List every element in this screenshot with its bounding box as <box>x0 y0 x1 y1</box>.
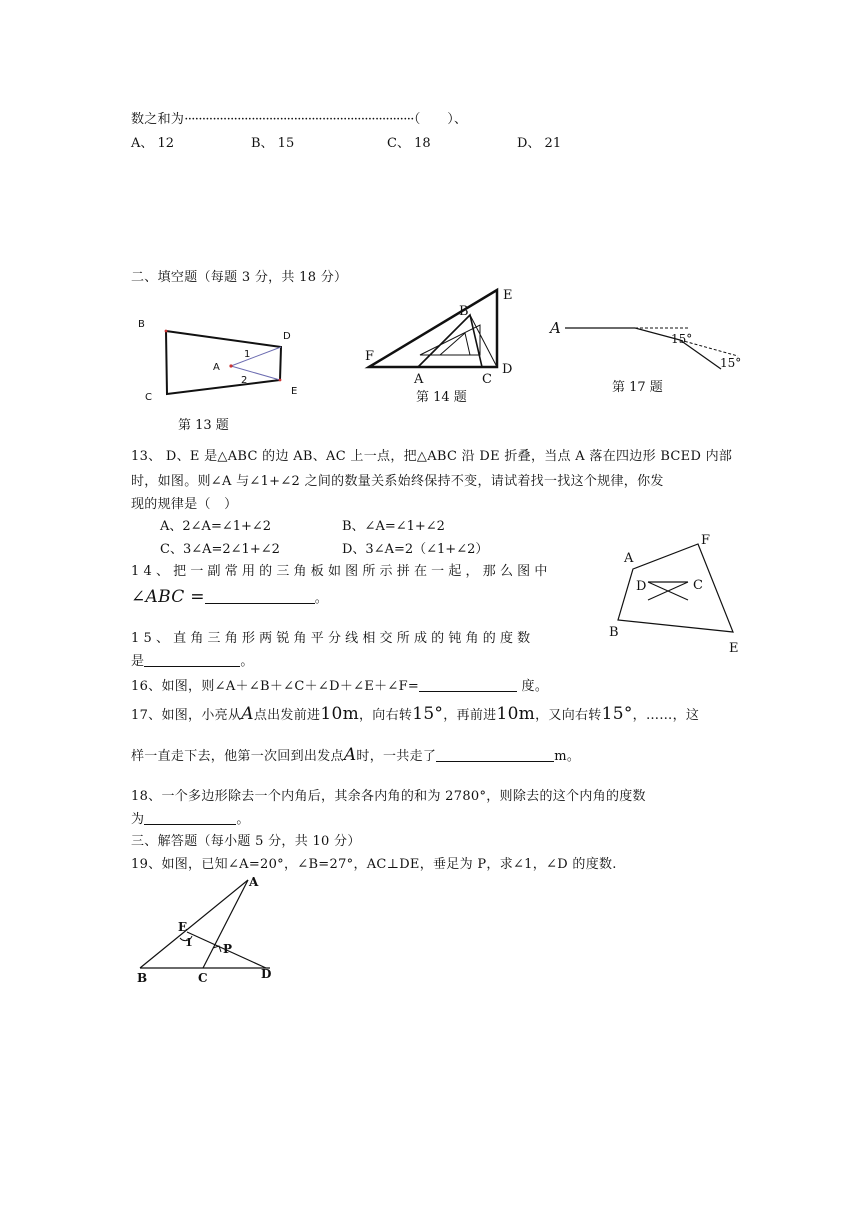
q14-line2: ∠ABC = 。 <box>131 587 329 607</box>
fig19-label-p: P <box>223 942 233 956</box>
q13-option-b: B、∠A=∠1+∠2 <box>342 519 445 534</box>
q17-answer-blank[interactable] <box>436 748 554 762</box>
q13-option-d: D、3∠A=2（∠1+∠2） <box>342 542 489 557</box>
q17-line2: 样一直走下去，他第一次回到出发点A时，一共走了 m。 <box>131 745 581 765</box>
q12-option-c: C、 18 <box>387 136 431 151</box>
q16-line: 16、如图，则∠A＋∠B＋∠C＋∠D＋∠E＋∠F= 度。 <box>131 679 549 694</box>
q12-option-b: B、 15 <box>251 136 295 151</box>
q19-text: 19、如图，已知∠A=20°，∠B=27°，AC⊥DE，垂足为 P，求∠1，∠D 的度数. <box>131 857 617 872</box>
fig13-label-2: 2 <box>241 375 248 386</box>
q15-line1: 15、直角三角形两锐角平分线相交所成的钝角的度数 <box>131 631 535 646</box>
fig16-label-a: A <box>624 551 634 566</box>
q18-answer-blank[interactable] <box>144 811 236 825</box>
fig14-label-d: D <box>502 362 513 377</box>
figure-19 <box>130 870 290 988</box>
section3-title: 三、解答题（每小题 5 分，共 10 分） <box>131 834 361 849</box>
q12-stem: 数之和为·································································（ ）、 <box>131 112 468 127</box>
q13-line2: 时，如图。则∠A 与∠1+∠2 之间的数量关系始终保持不变，请试着找一找这个规律，你发 <box>131 474 664 489</box>
fig13-label-d: D <box>283 331 291 342</box>
q13-line3: 现的规律是（ ） <box>131 497 238 512</box>
q18-line1: 18、一个多边形除去一个内角后，其余各内角的和为 2780°，则除去的这个内角的度数 <box>131 789 646 804</box>
fig14-label-c: C <box>482 372 492 387</box>
figure-13-caption: 第 13 题 <box>178 418 229 433</box>
fig17-label-a: A <box>550 319 561 337</box>
q14-answer-blank[interactable] <box>205 590 315 604</box>
fig14-label-b: B <box>459 304 469 319</box>
fig13-label-e: E <box>291 386 298 397</box>
q14-line1: 14、把一副常用的三角板如图所示拼在一起，那么图中 <box>131 564 552 579</box>
section2-title: 二、填空题（每题 3 分，共 18 分） <box>131 270 348 285</box>
q17-line1: 17、如图，小亮从A点出发前进10m，向右转15°，再前进10m，又向右转15°，……，这 <box>131 704 700 724</box>
fig17-angle-1: 15° <box>671 332 693 346</box>
q18-line2: 为 。 <box>131 812 250 827</box>
fig13-label-a: A <box>213 362 220 373</box>
fig19-label-d: D <box>261 967 272 981</box>
fig19-label-b: B <box>137 971 148 985</box>
figure-14-caption: 第 14 题 <box>416 390 467 405</box>
fig19-label-c: C <box>198 971 208 985</box>
q12-option-d: D、 21 <box>517 136 562 151</box>
q13-option-c: C、3∠A=2∠1+∠2 <box>160 542 280 557</box>
fig13-label-b: B <box>138 319 145 330</box>
figure-14 <box>360 285 520 390</box>
figure-13 <box>130 312 310 407</box>
fig14-label-e: E <box>503 288 513 303</box>
figure-16 <box>600 530 750 660</box>
q13-line1: 13、 D、E 是△ABC 的边 AB、AC 上一点，把△ABC 沿 DE 折叠，当点 A 落在四边形 BCED 内部 <box>131 449 733 464</box>
fig16-label-e: E <box>729 641 739 656</box>
q14-expression: ∠ABC = <box>131 587 205 607</box>
fig16-label-d: D <box>636 579 647 594</box>
fig19-label-a: A <box>249 875 259 889</box>
fig16-label-f: F <box>701 533 711 548</box>
fig14-label-f: F <box>365 349 375 364</box>
fig13-label-1: 1 <box>244 349 251 360</box>
fig17-angle-2: 15° <box>720 356 742 370</box>
fig19-label-1: 1 <box>185 936 193 949</box>
fig14-label-a: A <box>414 372 424 387</box>
q12-option-a: A、 12 <box>131 136 175 151</box>
q13-option-a: A、2∠A=∠1+∠2 <box>160 519 272 534</box>
fig16-label-b: B <box>609 625 619 640</box>
q15-line2: 是 。 <box>131 654 254 669</box>
figure-17-caption: 第 17 题 <box>612 380 663 395</box>
fig16-label-c: C <box>693 578 703 593</box>
figure-17 <box>545 312 775 377</box>
fig19-label-e: E <box>178 920 188 934</box>
q16-answer-blank[interactable] <box>419 678 517 692</box>
q15-answer-blank[interactable] <box>144 653 240 667</box>
fig13-label-c: C <box>145 392 152 403</box>
